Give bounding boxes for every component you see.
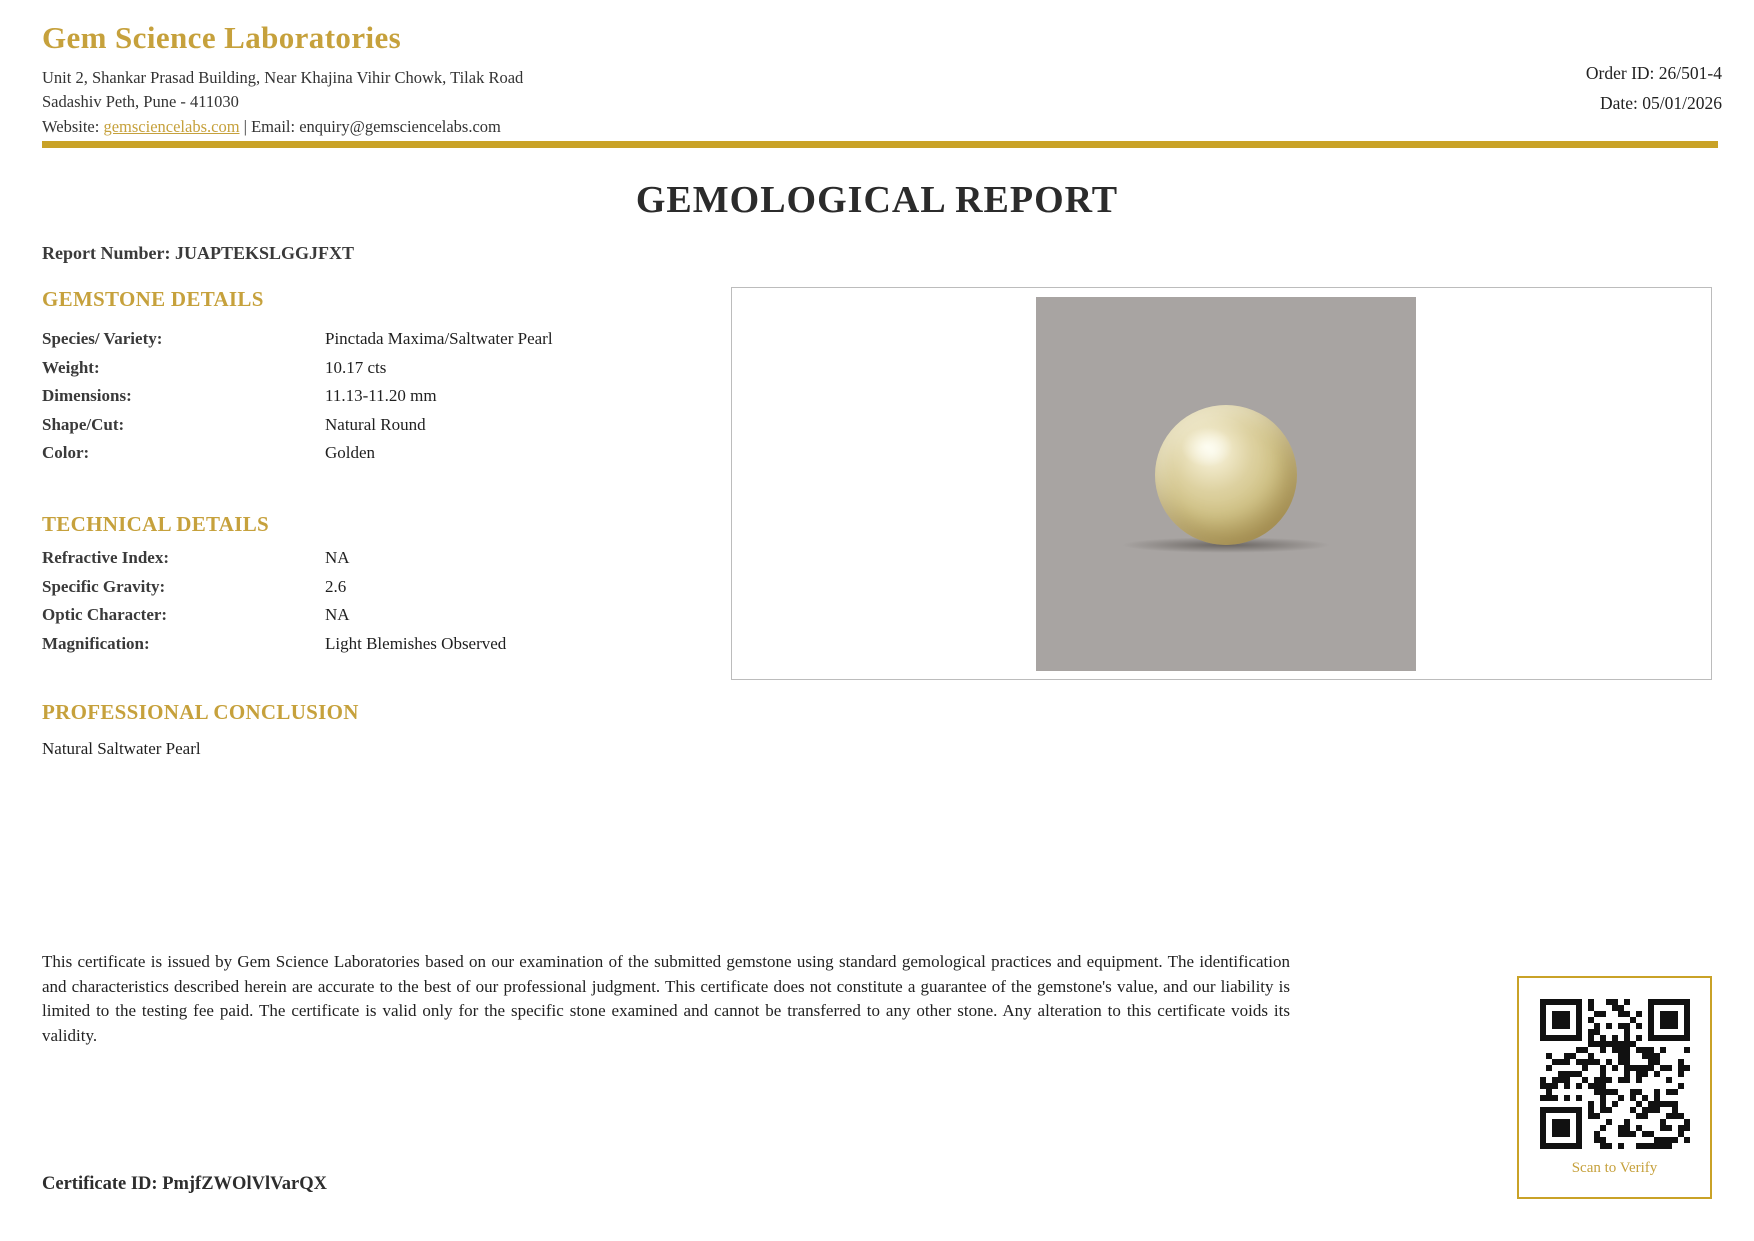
certificate-id-value: PmjfZWOlVlVarQX xyxy=(162,1174,327,1194)
gemstone-photo xyxy=(1036,297,1416,671)
order-info xyxy=(1586,58,1722,118)
field-value: NA xyxy=(325,605,350,624)
gemstone-fields xyxy=(42,329,702,472)
technical-fields xyxy=(42,548,702,662)
field-row xyxy=(42,329,702,358)
disclaimer-text: This certificate is issued by Gem Science Laboratories based on our examination of the submitted gemstone using standard gemological practices and equipment. The identification and characteristics described herein are accurate to the best of our professional judgment. This certificate does not constitute a guarantee of the gemstone's value, and our liability is limited to the testing fee paid. The certificate is valid only for the specific stone examined and cannot be transferred to any other stone. Any alteration to this certificate voids its validity. xyxy=(42,952,1290,1045)
field-value: Golden xyxy=(325,443,376,462)
field-label: Specific Gravity: xyxy=(42,576,166,596)
field-label: Dimensions: xyxy=(42,386,132,405)
page-title: GEMOLOGICAL REPORT xyxy=(635,179,1119,221)
lab-contact-line xyxy=(42,114,523,140)
field-value: 11.13-11.20 mm xyxy=(325,386,437,405)
qr-code xyxy=(1540,999,1690,1149)
field-row xyxy=(42,577,702,606)
field-label: Weight: xyxy=(42,357,100,377)
certificate-id-label: Certificate ID: xyxy=(42,1174,163,1194)
section-heading-gemstone: GEMSTONE DETAILS xyxy=(42,287,264,311)
lab-name: Gem Science Laboratories xyxy=(42,20,402,55)
lab-address-line-1: Unit 2, Shankar Prasad Building, Near Khajina Vihir Chowk, Tilak Road xyxy=(42,68,524,87)
field-value: 2.6 xyxy=(325,576,347,596)
field-row xyxy=(42,358,702,387)
field-label: Color: xyxy=(42,443,90,462)
email-address: enquiry@gemsciencelabs.com xyxy=(299,117,501,136)
field-label: Species/ Variety: xyxy=(42,329,163,348)
order-date-label: Date: xyxy=(1599,93,1643,113)
report-number-value: JUAPTEKSLGGJFXT xyxy=(174,243,355,263)
field-label: Refractive Index: xyxy=(42,548,169,567)
field-value: NA xyxy=(325,548,350,567)
certificate-id-line xyxy=(42,1174,327,1195)
qr-frame xyxy=(1517,976,1712,1199)
email-label: Email: xyxy=(251,117,300,136)
order-date-line xyxy=(1586,88,1722,118)
field-label: Shape/Cut: xyxy=(42,414,125,434)
field-row xyxy=(42,443,702,472)
gemstone-photo-frame xyxy=(731,287,1712,680)
field-row xyxy=(42,605,702,634)
qr-caption: Scan to Verify xyxy=(1571,1160,1658,1176)
order-id-label: Order ID: xyxy=(1585,63,1659,83)
field-row xyxy=(42,634,702,663)
lab-address-line-2: Sadashiv Peth, Pune - 411030 xyxy=(42,92,239,111)
section-heading-technical: TECHNICAL DETAILS xyxy=(42,512,270,536)
pearl-image xyxy=(1155,405,1297,545)
report-number-line xyxy=(42,243,354,264)
order-date-value: 05/01/2026 xyxy=(1642,93,1722,113)
field-value: Light Blemishes Observed xyxy=(325,633,507,653)
website-link[interactable]: gemsciencelabs.com xyxy=(103,117,240,136)
field-row xyxy=(42,386,702,415)
field-value: Natural Round xyxy=(325,414,426,434)
section-heading-conclusion: PROFESSIONAL CONCLUSION xyxy=(42,700,359,724)
field-row xyxy=(42,415,702,444)
contact-separator: | xyxy=(239,117,252,136)
field-value: 10.17 cts xyxy=(325,357,387,377)
order-id-value: 26/501-4 xyxy=(1658,63,1722,83)
field-row xyxy=(42,548,702,577)
lab-header xyxy=(42,20,523,140)
conclusion-text: Natural Saltwater Pearl xyxy=(42,739,201,758)
field-label: Magnification: xyxy=(42,633,150,653)
order-id-line xyxy=(1586,58,1722,88)
report-number-label: Report Number: xyxy=(42,243,175,263)
field-value: Pinctada Maxima/Saltwater Pearl xyxy=(325,329,553,348)
field-label: Optic Character: xyxy=(42,605,168,624)
website-label: Website: xyxy=(42,117,104,136)
header-divider xyxy=(42,141,1718,148)
